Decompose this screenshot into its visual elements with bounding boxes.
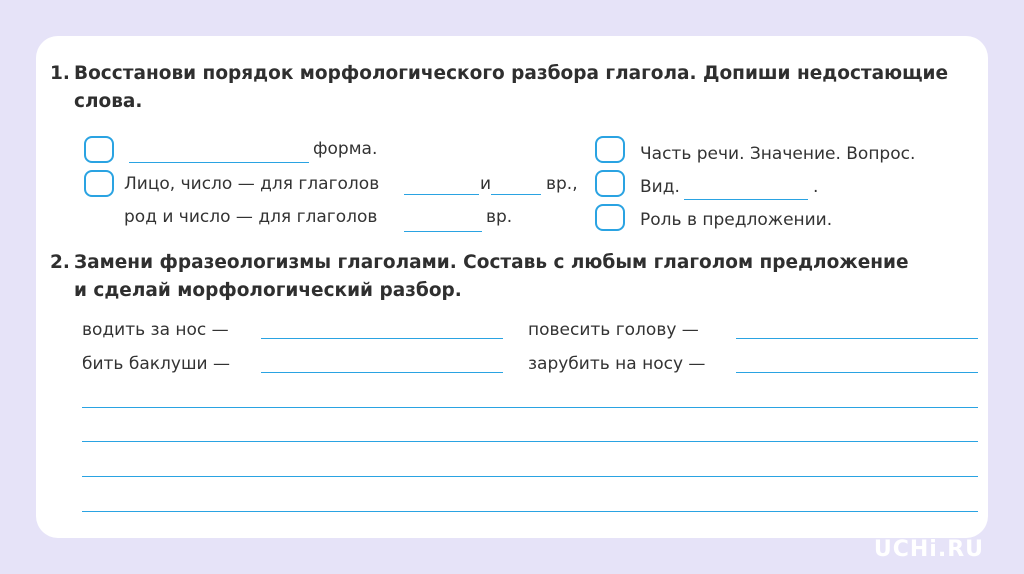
writing-line-3[interactable]	[82, 476, 978, 477]
task2-title-line2: и сделай морфологический разбор.	[74, 280, 462, 301]
label-role: Роль в предложении.	[640, 210, 833, 230]
answer-line-lead-by-nose[interactable]	[261, 338, 503, 339]
uchi-logo: UCHi.RU	[873, 537, 984, 562]
label-gender-number: род и число — для глаголов	[124, 207, 378, 227]
label-vr2: вр.	[486, 207, 513, 227]
label-person-number: Лицо, число — для глаголов	[124, 174, 380, 194]
task1-number: 1.	[50, 63, 70, 84]
label-aspect: Вид.	[640, 177, 680, 197]
idiom-hang-head: повесить голову —	[528, 320, 699, 340]
blank-aspect[interactable]	[684, 199, 808, 200]
idiom-idle: бить баклуши —	[82, 354, 230, 374]
answer-line-idle[interactable]	[261, 372, 503, 373]
order-checkbox-part-of-speech[interactable]	[595, 136, 625, 163]
order-checkbox-person-number[interactable]	[84, 170, 114, 197]
writing-line-1[interactable]	[82, 407, 978, 408]
blank-tense-2[interactable]	[491, 194, 541, 195]
order-checkbox-form[interactable]	[84, 136, 114, 163]
blank-tense-1[interactable]	[404, 194, 479, 195]
task2-number: 2.	[50, 252, 70, 273]
task1-title-line2: слова.	[74, 91, 143, 112]
blank-tense-3[interactable]	[404, 231, 482, 232]
idiom-remember: зарубить на носу —	[528, 354, 706, 374]
answer-line-remember[interactable]	[736, 372, 978, 373]
label-part-of-speech: Часть речи. Значение. Вопрос.	[640, 144, 916, 164]
label-and: и	[480, 174, 492, 194]
idiom-lead-by-nose: водить за нос —	[82, 320, 229, 340]
answer-line-hang-head[interactable]	[736, 338, 978, 339]
task2-title-line1: Замени фразеологизмы глаголами. Составь с любым глаголом предложение	[74, 252, 909, 273]
label-aspect-dot: .	[813, 177, 819, 197]
writing-line-4[interactable]	[82, 511, 978, 512]
worksheet-card	[36, 36, 988, 538]
task1-title-line1: Восстанови порядок морфологического разбора глагола. Допиши недостающие	[74, 63, 949, 84]
order-checkbox-aspect[interactable]	[595, 170, 625, 197]
label-vr1: вр.,	[546, 174, 578, 194]
label-form: форма.	[313, 139, 378, 159]
order-checkbox-role[interactable]	[595, 204, 625, 231]
writing-line-2[interactable]	[82, 441, 978, 442]
blank-form[interactable]	[129, 162, 309, 163]
